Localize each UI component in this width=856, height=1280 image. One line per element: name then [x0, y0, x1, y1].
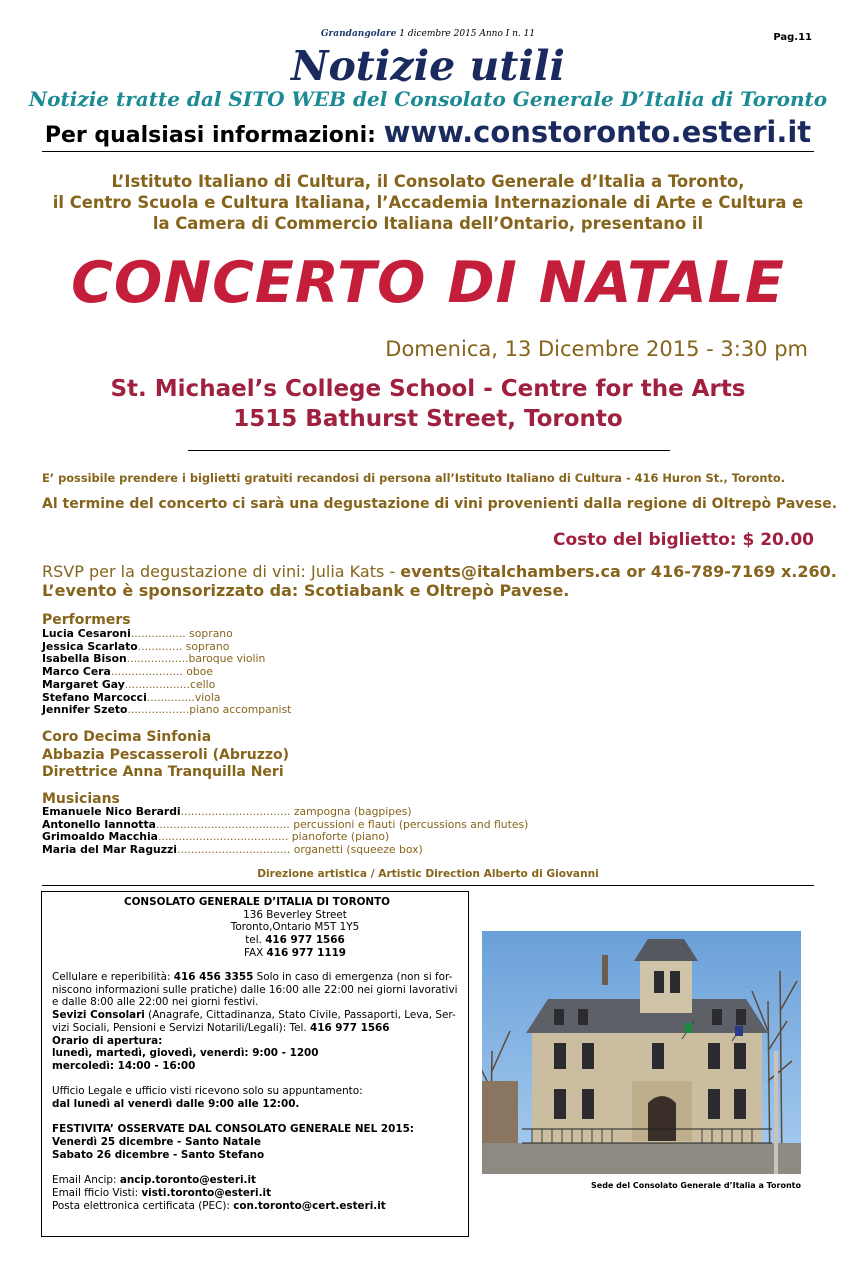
divider — [42, 151, 814, 152]
mobile-label: Cellulare e reperibilità: — [52, 971, 174, 983]
consulate-info-box — [41, 891, 469, 1237]
email-label: Email fficio Visti: — [52, 1186, 142, 1199]
artistic-direction: Direzione artistica / Artistic Direction Alberto di Giovanni — [257, 868, 599, 880]
wine-tasting-info: Al termine del concerto ci sarà una degustazione di vini provenienti dalla regione di Oltrepò Pavese. — [42, 496, 838, 512]
hours-weekdays: lunedì, martedì, giovedì, venerdì: 9:00 - 1200 — [52, 1047, 319, 1060]
consulate-city: Toronto,Ontario M5T 1Y5 — [230, 921, 360, 934]
hours-wednesday: mercoledì: 14:00 - 16:00 — [52, 1059, 196, 1072]
choir-origin: Abbazia Pescasseroli (Abruzzo) — [42, 746, 290, 763]
choir-director: Direttrice Anna Tranquilla Neri — [42, 764, 284, 780]
page-title: Notizie utili — [290, 42, 566, 90]
venue-address: 1515 Bathurst Street, Toronto — [233, 406, 623, 432]
services-text-2: vizi Sociali, Pensioni e Servizi Notarili/Legali): Tel. — [52, 1021, 310, 1034]
performer-role: cello — [190, 677, 216, 691]
musician-name: Maria del Mar Raguzzi — [42, 843, 178, 857]
email-visti-link[interactable]: visti.toronto@esteri.it — [141, 1186, 272, 1199]
musician-name: Antonello Iannotta — [42, 817, 156, 831]
issue-info: 1 dicembre 2015 Anno I n. 11 — [399, 29, 536, 39]
performer-role: oboe — [182, 665, 214, 679]
ticket-price: Costo del biglietto: $ 20.00 — [553, 530, 814, 550]
info-label: Per qualsiasi informazioni: — [44, 123, 376, 148]
intro-line: la Camera di Commercio Italiana dell’Ontario, presentano il — [152, 214, 704, 233]
event-date: Domenica, 13 Dicembre 2015 - 3:30 pm — [385, 337, 808, 361]
list-item — [42, 844, 528, 857]
performer-name: Margaret Gay — [42, 677, 125, 691]
fax-number: 416 977 1119 — [266, 946, 347, 959]
musician-instrument: pianoforte (piano) — [288, 830, 390, 844]
services-label: Sevizi Consolari — [52, 1009, 145, 1022]
musicians-list — [42, 806, 528, 857]
rsvp-text: RSVP per la degustazione di vini: Julia Kats - — [42, 562, 401, 581]
venue-name: St. Michael’s College School - Centre for the Arts — [110, 376, 746, 402]
divider — [188, 450, 670, 451]
divider — [42, 885, 814, 886]
performer-name: Marco Cera — [42, 665, 111, 679]
consulate-street: 136 Beverley Street — [243, 908, 347, 921]
consulate-building-photo — [482, 931, 801, 1174]
holiday-item: Sabato 26 dicembre - Santo Stefano — [52, 1148, 265, 1161]
event-venue — [0, 374, 856, 434]
tel-label: tel. — [245, 934, 266, 947]
musicians-heading: Musicians — [42, 791, 120, 807]
performer-role: piano accompanist — [189, 703, 292, 717]
consulate-name: CONSOLATO GENERALE D’ITALIA DI TORONTO — [123, 896, 391, 908]
page-subtitle: Notizie tratte dal SITO WEB del Consolato Generale D’Italia di Toronto — [28, 87, 828, 111]
tel-number[interactable]: 416 977 1566 — [265, 934, 345, 947]
performer-name: Stefano Marcocci — [42, 690, 147, 704]
list-item — [42, 704, 291, 717]
consulate-address — [52, 896, 462, 960]
event-intro — [0, 171, 856, 234]
sponsor-text: L’evento è sponsorizzato da: Scotiabank e Oltrepò Pavese. — [42, 581, 570, 600]
performer-name: Jennifer Szeto — [42, 703, 128, 717]
performers-heading: Performers — [42, 612, 131, 628]
leader-dots: ................... — [124, 677, 191, 691]
intro-line: L’Istituto Italiano di Cultura, il Consolato Generale d’Italia a Toronto, — [111, 172, 745, 191]
performer-role: viola — [194, 690, 221, 704]
website-link[interactable]: www.constoronto.esteri.it — [383, 115, 812, 149]
consulate-details — [52, 971, 462, 1212]
leader-dots: ...................................... — [157, 830, 289, 844]
info-line — [0, 115, 856, 149]
legal-hours: dal lunedì al venerdì dalle 9:00 alle 12:00. — [52, 1098, 300, 1111]
rsvp-contact[interactable]: events@italchambers.ca or 416-789-7169 x.260. — [400, 562, 837, 581]
ticket-info: E’ possibile prendere i biglietti gratuiti recandosi di persona all’Istituto Italiano di Cultura - 416 Huron St., Toronto. — [42, 471, 786, 485]
musician-instrument: percussioni e flauti (percussions and flutes) — [289, 817, 529, 831]
email-ancip-link[interactable]: ancip.toronto@esteri.it — [119, 1174, 257, 1187]
concert-title: CONCERTO DI NATALE — [71, 250, 785, 316]
services-text: (Anagrafe, Cittadinanza, Stato Civile, Passaporti, Leva, Ser- — [144, 1009, 456, 1022]
rsvp-block — [42, 562, 837, 600]
musician-name: Emanuele Nico Berardi — [42, 805, 181, 818]
consulate-fax — [52, 947, 462, 960]
mobile-note-3: e dalle 8:00 alle 22:00 nei giorni festivi. — [52, 996, 259, 1009]
fax-label: FAX — [243, 946, 267, 959]
leader-dots: ....................................... — [155, 817, 290, 831]
leader-dots: ................................. — [177, 843, 291, 857]
leader-dots: ..................... — [110, 665, 183, 679]
performer-role: soprano — [185, 627, 233, 640]
holidays-title: FESTIVITA’ OSSERVATE DAL CONSOLATO GENERALE NEL 2015: — [52, 1123, 414, 1136]
leader-dots: .............. — [146, 690, 195, 704]
intro-line: il Centro Scuola e Cultura Italiana, l’Accademia Internazionale di Arte e Cultura e — [52, 193, 804, 212]
choir-name: Coro Decima Sinfonia — [42, 729, 212, 745]
performer-name: Isabella Bison — [42, 652, 127, 666]
choir-block — [42, 729, 289, 782]
hours-label: Orario di apertura: — [52, 1034, 163, 1047]
publication-name: Grandangolare — [320, 29, 397, 39]
performers-list — [42, 628, 291, 717]
musician-instrument: zampogna (bagpipes) — [290, 805, 412, 818]
performer-name: Lucia Cesaroni — [42, 627, 131, 640]
holiday-item: Venerdì 25 dicembre - Santo Natale — [52, 1136, 261, 1149]
leader-dots: .................. — [127, 703, 190, 717]
email-label: Email Ancip: — [52, 1174, 120, 1187]
email-pec-link[interactable]: con.toronto@cert.esteri.it — [233, 1199, 386, 1212]
performer-name: Jessica Scarlato — [42, 639, 138, 653]
services-tel[interactable]: 416 977 1566 — [309, 1021, 390, 1034]
mobile-note: Solo in caso di emergenza (non si for- — [253, 971, 453, 983]
mobile-number[interactable]: 416 456 3355 — [173, 971, 254, 983]
consulate-tel — [52, 934, 462, 947]
leader-dots: ................ — [130, 627, 186, 640]
header-meta — [0, 29, 856, 39]
legal-note: Ufficio Legale e ufficio visti ricevono solo su appuntamento: — [52, 1085, 363, 1098]
performer-role: soprano — [182, 639, 230, 653]
building-illustration — [482, 931, 801, 1174]
musician-name: Grimoaldo Macchia — [42, 830, 158, 844]
leader-dots: ............. — [137, 639, 183, 653]
page-number: Pag.11 — [773, 32, 812, 43]
musician-instrument: organetti (squeeze box) — [290, 843, 423, 857]
mobile-note-2: niscono informazioni sulle pratiche) dalle 16:00 alle 22:00 nei giorni lavorativi — [52, 983, 458, 996]
photo-caption: Sede del Consolato Generale d’Italia a Toronto — [591, 1181, 801, 1190]
leader-dots: .................. — [126, 652, 189, 666]
performer-role: baroque violin — [188, 652, 266, 666]
email-label: Posta elettronica certificata (PEC): — [52, 1199, 234, 1212]
leader-dots: ................................ — [180, 805, 291, 818]
